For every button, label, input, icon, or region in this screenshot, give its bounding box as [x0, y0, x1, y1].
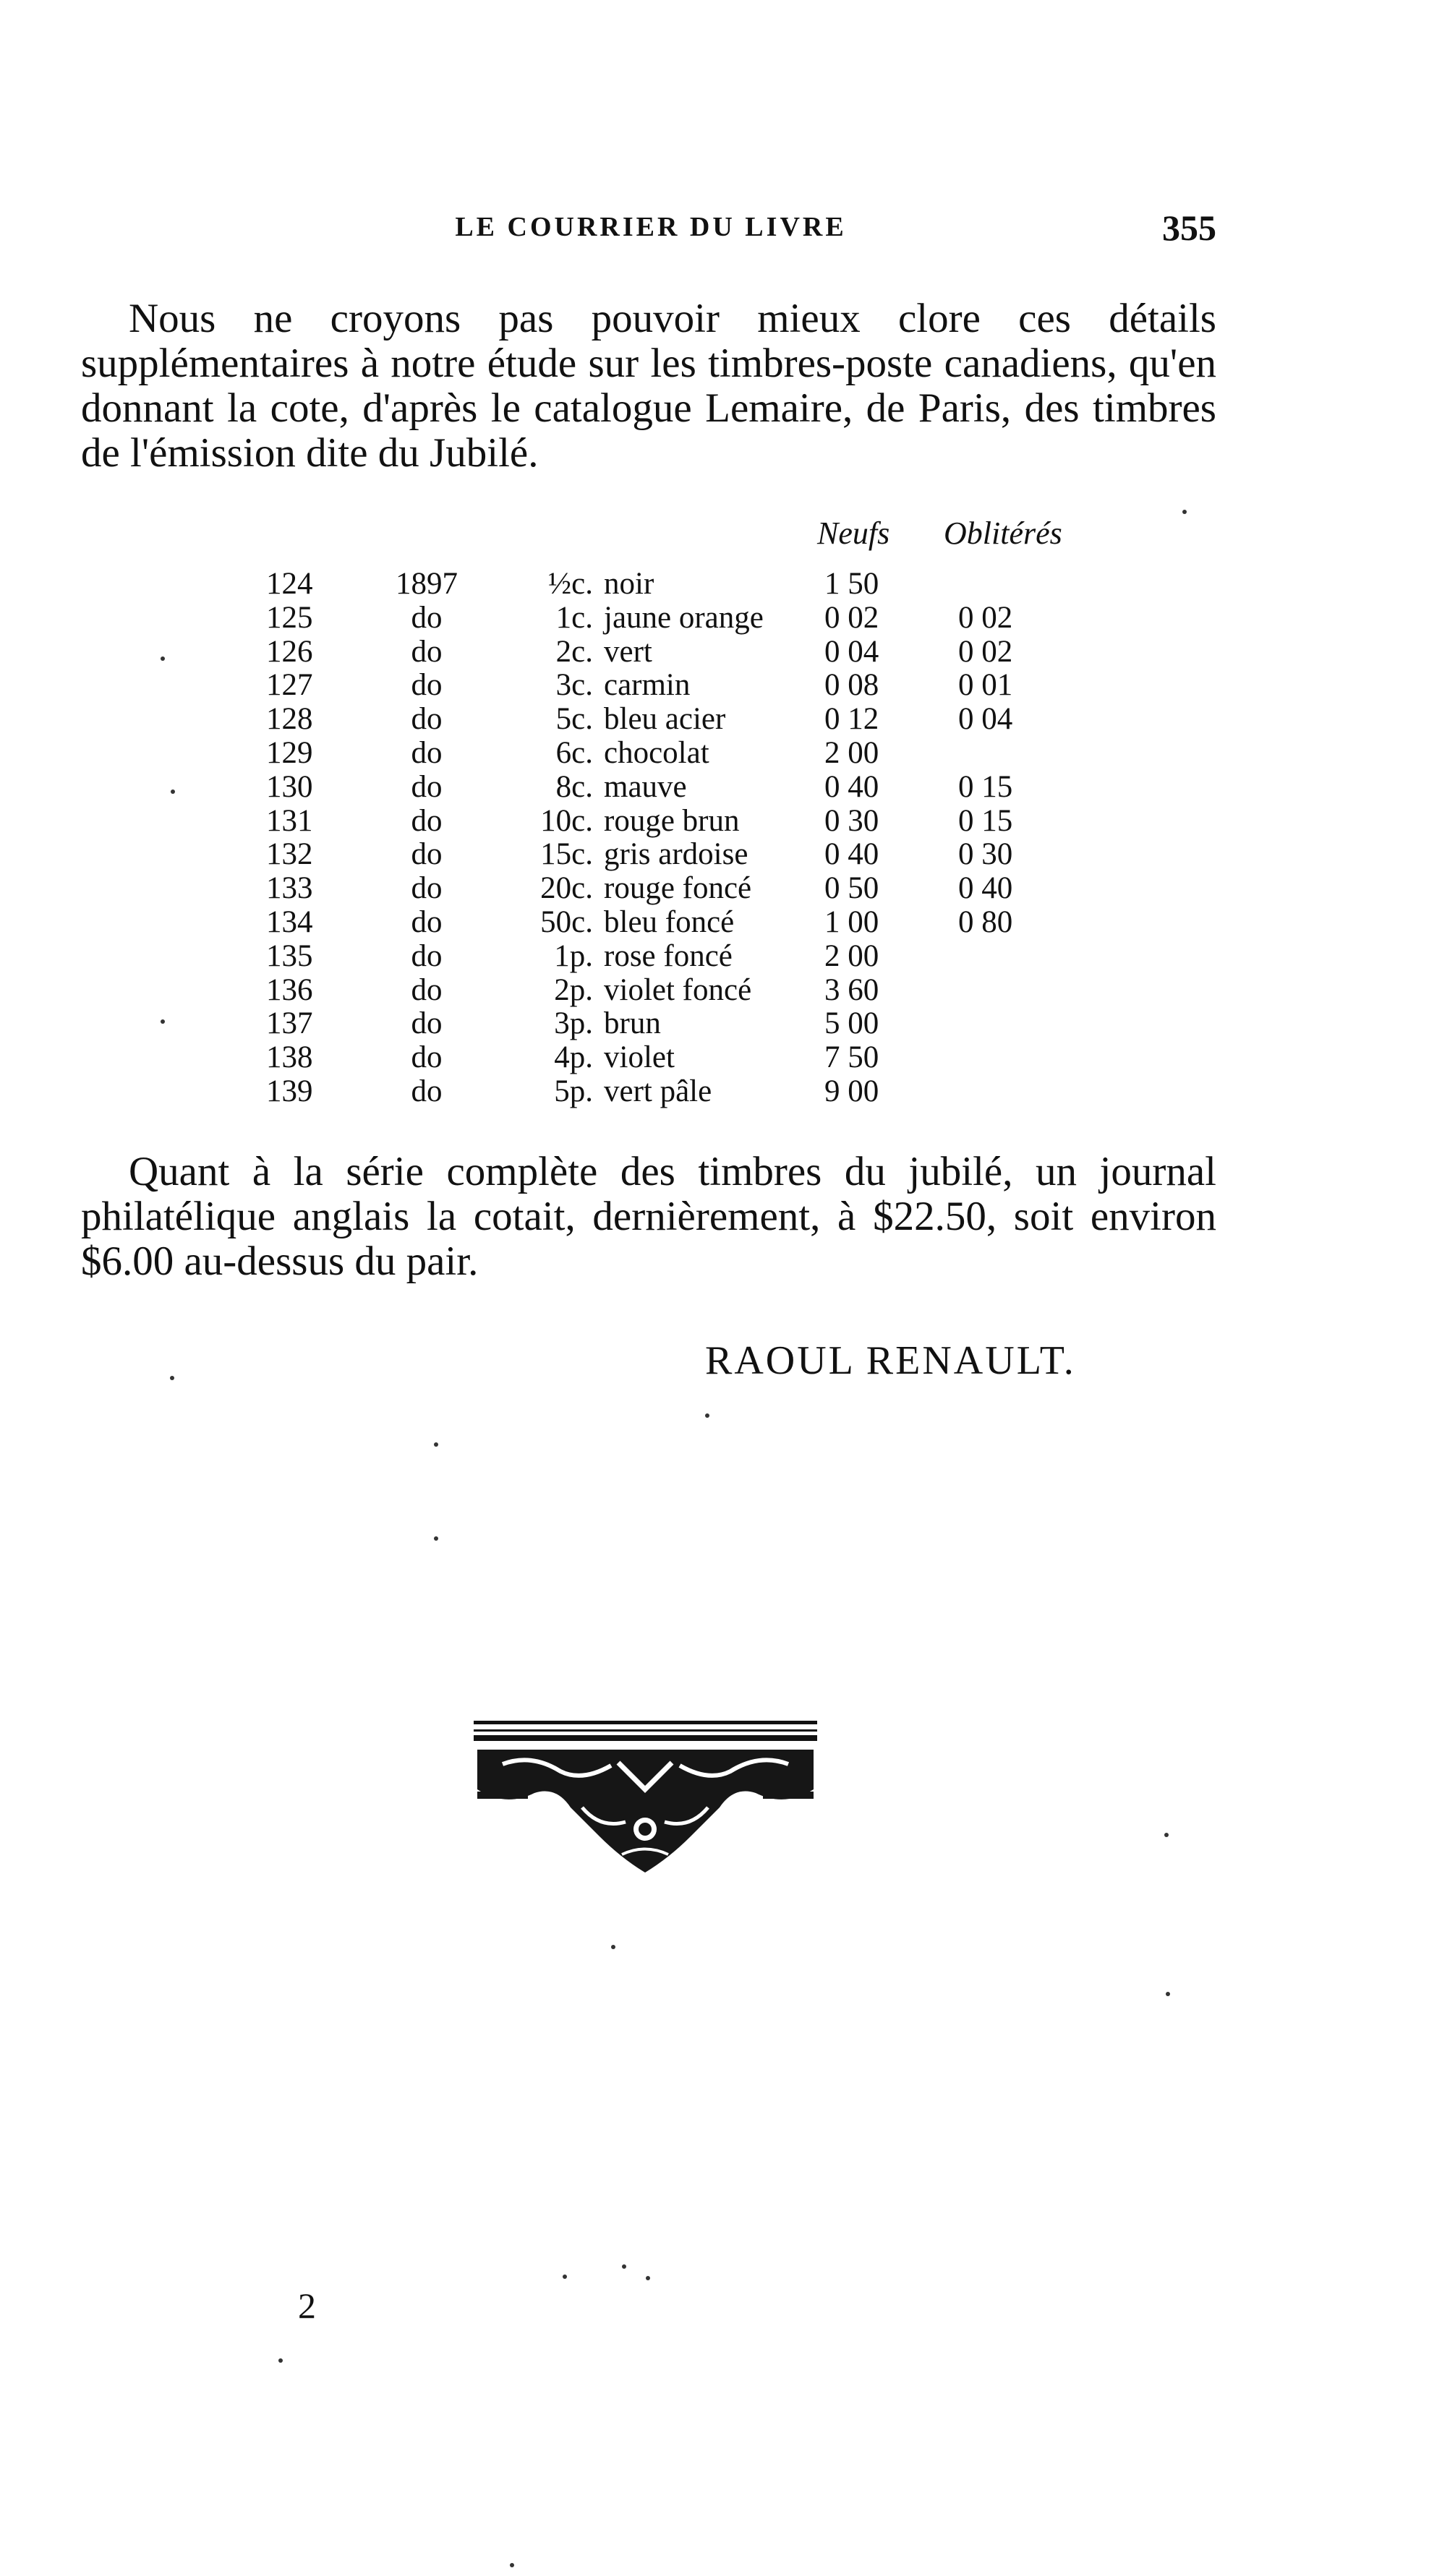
catalog-number: 124: [266, 567, 313, 601]
table-row: [0, 872, 1455, 906]
stamp-price-table: [0, 568, 1455, 1109]
print-speck: [171, 790, 175, 794]
price-obliteres: 0 40: [958, 871, 1013, 906]
print-speck: [622, 2264, 626, 2269]
price-neufs: 0 40: [824, 837, 879, 872]
table-row: [0, 771, 1455, 805]
face-value: 4p.: [554, 1040, 593, 1075]
catalog-number: 131: [266, 803, 313, 838]
face-value: 15c.: [540, 837, 593, 872]
stamp-color: rouge brun: [604, 803, 740, 838]
print-speck: [705, 1413, 709, 1418]
price-obliteres: 0 02: [958, 600, 1013, 635]
table-row: [0, 568, 1455, 602]
face-value: 10c.: [540, 803, 593, 838]
stamp-color: bleu acier: [604, 702, 726, 737]
table-row: [0, 1075, 1455, 1109]
price-neufs: 5 00: [824, 1006, 879, 1041]
price-neufs: 7 50: [824, 1040, 879, 1075]
price-obliteres: 0 15: [958, 803, 1013, 838]
stamp-color: rouge foncé: [604, 871, 752, 906]
page-number: 355: [1162, 207, 1216, 248]
price-obliteres: 0 30: [958, 837, 1013, 872]
stamp-color: rose foncé: [604, 938, 733, 973]
face-value: 8c.: [555, 769, 593, 804]
price-neufs: 3 60: [824, 972, 879, 1007]
issue-year: do: [411, 972, 443, 1007]
print-speck: [611, 1945, 615, 1949]
catalog-number: 132: [266, 837, 313, 872]
face-value: 2c.: [555, 634, 593, 669]
price-neufs: 0 50: [824, 871, 879, 906]
table-row: [0, 838, 1455, 872]
catalog-number: 134: [266, 904, 313, 939]
column-header-neufs: Neufs: [817, 515, 890, 551]
price-neufs: 1 50: [824, 567, 879, 601]
catalog-number: 128: [266, 702, 313, 737]
issue-year: do: [411, 769, 443, 804]
catalog-number: 135: [266, 938, 313, 973]
table-row: [0, 703, 1455, 737]
price-obliteres: 0 04: [958, 702, 1013, 737]
print-speck: [434, 1442, 438, 1447]
stamp-color: jaune orange: [604, 600, 764, 635]
stamp-color: vert: [604, 634, 652, 669]
face-value: 20c.: [540, 871, 593, 906]
table-row: [0, 1007, 1455, 1041]
intro-paragraph: Nous ne croyons pas pouvoir mieux clore ces détails supplémentaires à notre étude sur les timbres-poste canadiens, qu'en donnant la cote, d'après le catalogue Lemaire, de Paris, des timbres de l'émission dite du Jubilé.: [81, 296, 1216, 476]
print-speck: [1164, 1833, 1169, 1837]
print-speck: [278, 2358, 283, 2363]
face-value: 1c.: [555, 600, 593, 635]
price-neufs: 9 00: [824, 1074, 879, 1108]
price-neufs: 0 04: [824, 634, 879, 669]
print-speck: [161, 1019, 165, 1024]
stamp-color: violet foncé: [604, 972, 752, 1007]
stamp-color: brun: [604, 1006, 661, 1041]
price-neufs: 2 00: [824, 938, 879, 973]
column-header-obliteres: Oblitérés: [944, 515, 1062, 551]
face-value: 3p.: [554, 1006, 593, 1041]
table-row: [0, 940, 1455, 974]
catalog-number: 126: [266, 634, 313, 669]
table-row: [0, 1041, 1455, 1075]
catalog-number: 139: [266, 1074, 313, 1108]
issue-year: 1897: [396, 567, 458, 601]
face-value: ½c.: [547, 567, 593, 601]
issue-year: do: [411, 938, 443, 973]
issue-year: do: [411, 837, 443, 872]
price-obliteres: 0 15: [958, 769, 1013, 804]
face-value: 3c.: [555, 668, 593, 703]
face-value: 1p.: [554, 938, 593, 973]
print-speck: [1182, 510, 1187, 514]
catalog-number: 130: [266, 769, 313, 804]
stamp-color: gris ardoise: [604, 837, 748, 872]
print-speck: [563, 2275, 567, 2279]
catalog-number: 138: [266, 1040, 313, 1075]
closing-paragraph: Quant à la série complète des timbres du jubilé, un journal philatélique anglais la cotait, dernièrement, à $22.50, soit environ $6.00 au-dessus du pair.: [81, 1149, 1216, 1284]
price-neufs: 0 02: [824, 600, 879, 635]
price-neufs: 2 00: [824, 735, 879, 770]
stamp-color: carmin: [604, 668, 691, 703]
face-value: 50c.: [540, 904, 593, 939]
stamp-color: bleu foncé: [604, 904, 735, 939]
price-neufs: 0 30: [824, 803, 879, 838]
stamp-color: chocolat: [604, 735, 709, 770]
issue-year: do: [411, 600, 443, 635]
table-row: [0, 602, 1455, 636]
issue-year: do: [411, 735, 443, 770]
catalog-number: 133: [266, 871, 313, 906]
catalog-number: 129: [266, 735, 313, 770]
issue-year: do: [411, 871, 443, 906]
print-speck: [434, 1536, 438, 1541]
catalog-number: 137: [266, 1006, 313, 1041]
print-speck: [646, 2276, 650, 2280]
table-row: [0, 974, 1455, 1008]
stamp-color: noir: [604, 567, 654, 601]
issue-year: do: [411, 1040, 443, 1075]
issue-year: do: [411, 1006, 443, 1041]
issue-year: do: [411, 803, 443, 838]
stamp-color: violet: [604, 1040, 675, 1075]
face-value: 5c.: [555, 702, 593, 737]
issue-year: do: [411, 668, 443, 703]
price-neufs: 1 00: [824, 904, 879, 939]
issue-year: do: [411, 904, 443, 939]
price-neufs: 0 12: [824, 702, 879, 737]
price-neufs: 0 40: [824, 769, 879, 804]
issue-year: do: [411, 1074, 443, 1108]
stamp-color: vert pâle: [604, 1074, 712, 1108]
issue-year: do: [411, 702, 443, 737]
print-speck: [161, 656, 165, 661]
page-header: [0, 207, 1455, 254]
catalog-number: 136: [266, 972, 313, 1007]
catalog-number: 125: [266, 600, 313, 635]
table-row: [0, 906, 1455, 940]
face-value: 6c.: [555, 735, 593, 770]
face-value: 5p.: [554, 1074, 593, 1108]
table-row: [0, 669, 1455, 703]
table-row: [0, 636, 1455, 669]
ornament-icon: [474, 1721, 817, 1883]
table-row: [0, 805, 1455, 839]
price-obliteres: 0 02: [958, 634, 1013, 669]
signature-mark: 2: [298, 2285, 316, 2326]
price-neufs: 0 08: [824, 668, 879, 703]
author-signature: RAOUL RENAULT.: [705, 1338, 1076, 1383]
face-value: 2p.: [554, 972, 593, 1007]
print-speck: [170, 1376, 174, 1380]
print-speck: [1166, 1992, 1170, 1996]
table-row: [0, 737, 1455, 771]
price-obliteres: 0 01: [958, 668, 1013, 703]
print-speck: [510, 2563, 514, 2567]
issue-year: do: [411, 634, 443, 669]
running-title: LE COURRIER DU LIVRE: [455, 212, 847, 242]
catalog-number: 127: [266, 668, 313, 703]
price-obliteres: 0 80: [958, 904, 1013, 939]
stamp-color: mauve: [604, 769, 687, 804]
